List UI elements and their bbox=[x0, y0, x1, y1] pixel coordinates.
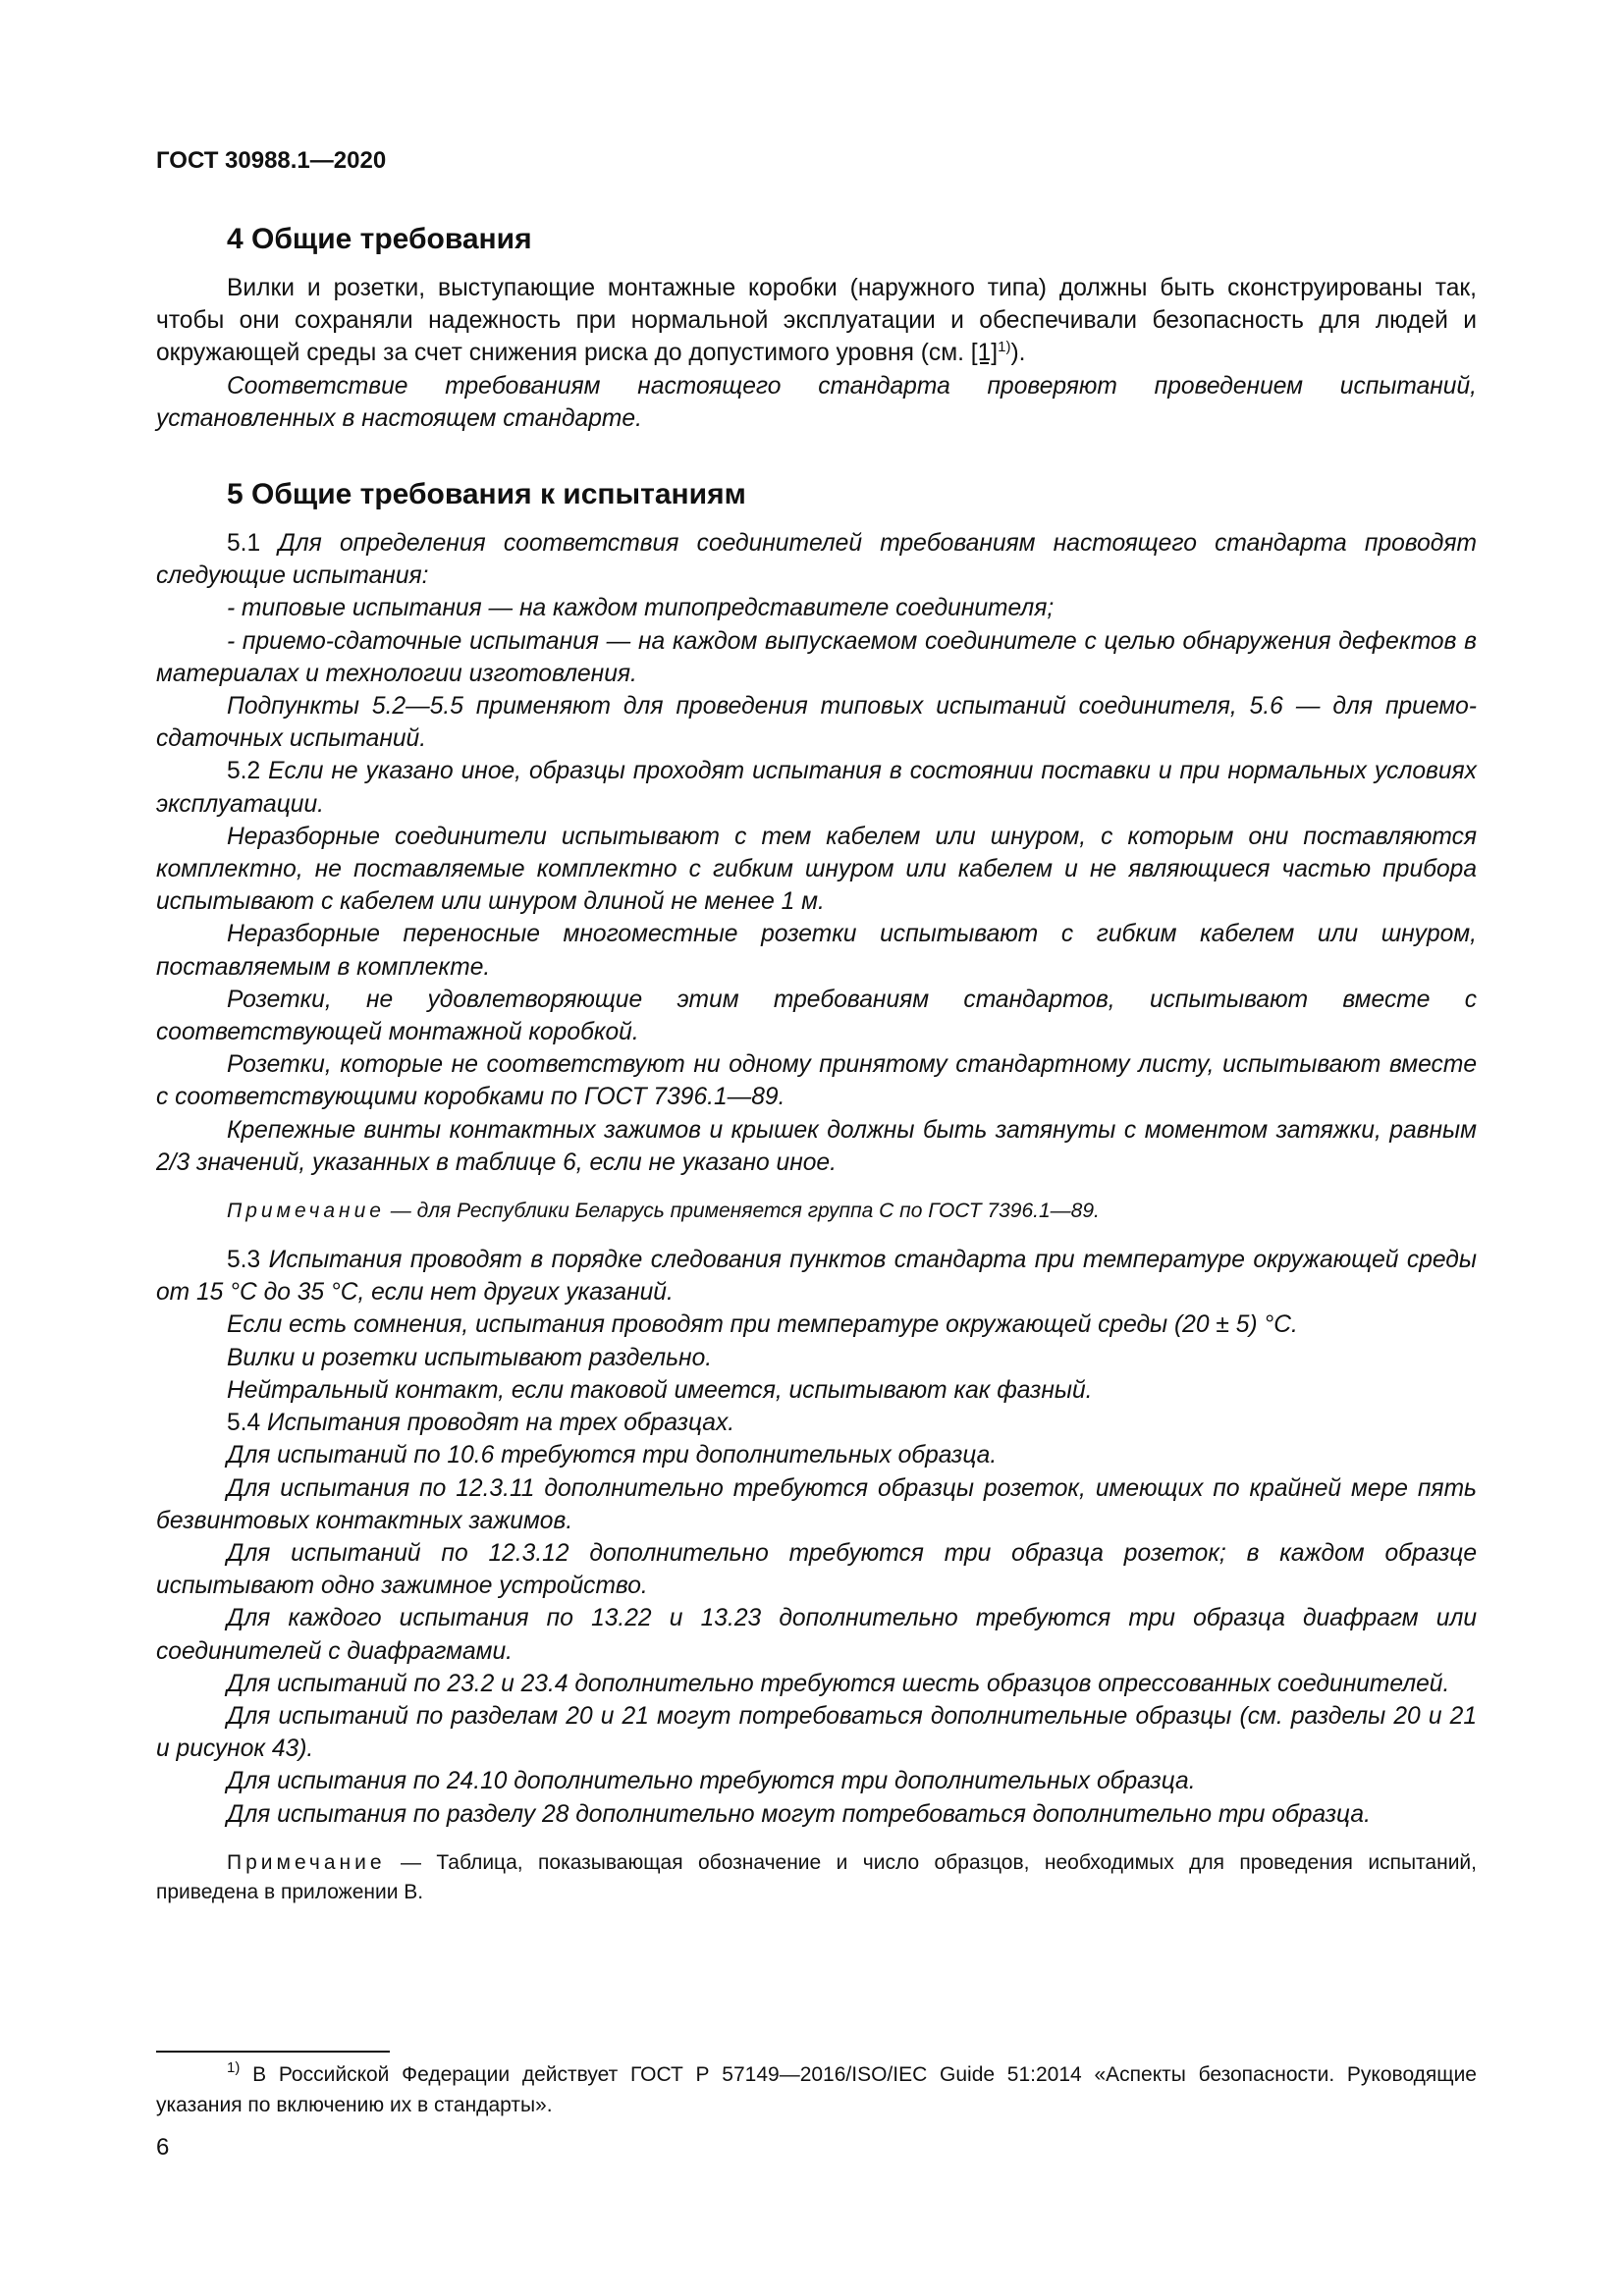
paragraph bbox=[156, 1668, 1477, 1700]
paragraph-text: Если не указано иное, образцы проходят испытания в состоянии поставки и при нормальных условиях эксплуатации. bbox=[156, 758, 1477, 818]
paragraph-text: Испытания проводят в порядке следования пунктов стандарта при температуре окружающей среды от 15 °С до 35 °С, если нет других указаний. bbox=[156, 1247, 1477, 1307]
paragraph-text: Для испытаний по разделам 20 и 21 могут потребоваться дополнительные образцы (см. разделы 20 и 21 и рисунок 43). bbox=[156, 1702, 1477, 1763]
paragraph-text: Для испытания по разделу 28 дополнительно могут потребоваться дополнительно три образца. bbox=[227, 1800, 1371, 1828]
paragraph bbox=[156, 1798, 1477, 1831]
paragraph bbox=[156, 1244, 1477, 1308]
paragraph bbox=[156, 1439, 1477, 1471]
note-text: — для Республики Беларусь применяется группа С по ГОСТ 7396.1—89. bbox=[384, 1200, 1100, 1223]
paragraph-text: Испытания проводят на трех образцах. bbox=[267, 1410, 735, 1437]
footnote bbox=[156, 2059, 1477, 2120]
note-2 bbox=[156, 1848, 1477, 1907]
paragraph-text: Неразборные соединители испытывают с тем кабелем или шнуром, с которым они поставляются комплектно, не поставляемые комплектно с гибким шнуром или кабелем и не являющиеся частью прибора испытывают с кабелем или шнуром длиной не менее 1 м. bbox=[156, 823, 1477, 916]
paragraph bbox=[156, 527, 1477, 592]
section-4-paragraph-2: Соответствие требованиям настоящего стандарта проверяют проведением испытаний, установленных в настоящем стандарте. bbox=[156, 372, 1477, 432]
note-1 bbox=[156, 1197, 1477, 1226]
paragraph-text: - приемо-сдаточные испытания — на каждом выпускаемом соединителе с целью обнаружения дефектов в материалах и технологии изготовления. bbox=[156, 627, 1477, 687]
paragraph-text: Если есть сомнения, испытания проводят при температуре окружающей среды (20 ± 5) °С. bbox=[227, 1311, 1298, 1339]
footnote-marker[interactable]: 1) bbox=[998, 339, 1011, 356]
paragraph-text: Для испытаний по 23.2 и 23.4 дополнительно требуются шесть образцов опрессованных соединителей. bbox=[227, 1670, 1450, 1697]
paragraph bbox=[156, 1765, 1477, 1797]
paragraph bbox=[156, 1700, 1477, 1765]
section-4-title: 4 Общие требования bbox=[227, 223, 532, 255]
paragraph bbox=[156, 918, 1477, 983]
paragraph bbox=[156, 1308, 1477, 1341]
paragraph bbox=[156, 1048, 1477, 1113]
footnote-text: В Российской Федерации действует ГОСТ Р 57149—2016/ISO/IEC Guide 51:2014 «Аспекты безопасности. Руководящие указания по включению их в стандарты». bbox=[156, 2063, 1477, 2116]
page-content bbox=[156, 221, 1477, 1925]
note-label: Примечание bbox=[227, 1200, 385, 1223]
paragraph bbox=[156, 755, 1477, 820]
paragraph-text: Для испытания по 24.10 дополнительно требуются три дополнительных образца. bbox=[227, 1768, 1196, 1795]
footnote-divider bbox=[156, 2051, 390, 2053]
section-5-paragraphs-group-a bbox=[156, 527, 1477, 1179]
paragraph-text: Розетки, не удовлетворяющие этим требованиям стандартов, испытывают вместе с соответствующей монтажной коробкой. bbox=[156, 986, 1477, 1046]
section-5-paragraphs-group-b bbox=[156, 1244, 1477, 1831]
paragraph bbox=[156, 625, 1477, 690]
paragraph bbox=[156, 1342, 1477, 1374]
paragraph-text: Крепежные винты контактных зажимов и крышек должны быть затянуты с моментом затяжки, равным 2/3 значений, указанных в таблице 6, если не указано иное. bbox=[156, 1116, 1477, 1176]
paragraph bbox=[156, 984, 1477, 1048]
clause-number: 5.2 bbox=[227, 758, 269, 785]
paragraph bbox=[156, 1407, 1477, 1439]
paragraph-text: Для каждого испытания по 13.22 и 13.23 дополнительно требуются три образца диафрагм или соединителей с диафрагмами. bbox=[156, 1605, 1477, 1665]
paragraph bbox=[156, 821, 1477, 919]
paragraph-text: Подпункты 5.2—5.5 применяют для проведения типовых испытаний соединителя, 5.6 — для приемо-сдаточных испытаний. bbox=[156, 693, 1477, 753]
paragraph bbox=[156, 1472, 1477, 1537]
note-label: Примечание bbox=[227, 1850, 386, 1874]
paragraph bbox=[156, 1114, 1477, 1179]
document-code: ГОСТ 30988.1—2020 bbox=[156, 147, 387, 174]
clause-number: 5.4 bbox=[227, 1410, 268, 1437]
note-text: — Таблица, показывающая обозначение и число образцов, необходимых для проведения испытаний, приведена в приложении В. bbox=[156, 1850, 1477, 1903]
paragraph-text: Розетки, которые не соответствуют ни одному принятому стандартному листу, испытывают вместе с соответствующими коробками по ГОСТ 7396.1—89. bbox=[156, 1051, 1477, 1111]
paragraph-text: Вилки и розетки, выступающие монтажные коробки (наружного типа) должны быть сконструированы так, чтобы они сохраняли надежность при нормальной эксплуатации и обеспечивали безопасность для людей и окружающей среды за счет снижения риска до допустимого уровня (см. bbox=[156, 275, 1477, 367]
bibliography-reference-link[interactable]: [1] bbox=[970, 340, 999, 367]
paragraph-text: Для испытаний по 10.6 требуются три дополнительных образца. bbox=[227, 1442, 998, 1469]
paragraph-text: Вилки и розетки испытывают раздельно. bbox=[227, 1344, 713, 1371]
paragraph bbox=[156, 1537, 1477, 1602]
section-4-paragraph-1 bbox=[156, 272, 1477, 370]
paragraph-text: Для определения соответствия соединителей требованиям настоящего стандарта проводят следующие испытания: bbox=[156, 530, 1478, 590]
paragraph-text: Нейтральный контакт, если таковой имеется, испытывают как фазный. bbox=[227, 1376, 1093, 1404]
paragraph-text: Для испытаний по 12.3.12 дополнительно требуются три образца розеток; в каждом образце испытывают одно зажимное устройство. bbox=[156, 1539, 1477, 1600]
footnote-marker: 1) bbox=[227, 2059, 241, 2076]
paragraph-text: Неразборные переносные многоместные розетки испытывают с гибким кабелем или шнуром, поставляемым в комплекте. bbox=[156, 921, 1477, 981]
clause-number: 5.1 bbox=[227, 530, 279, 558]
paragraph bbox=[156, 592, 1477, 624]
paragraph-text: - типовые испытания — на каждом типопредставителе соединителя; bbox=[227, 595, 1055, 622]
paragraph bbox=[156, 690, 1477, 755]
section-5-title: 5 Общие требования к испытаниям bbox=[227, 478, 746, 511]
paragraph bbox=[156, 1374, 1477, 1407]
paragraph bbox=[156, 1602, 1477, 1667]
paragraph-text: Для испытания по 12.3.11 дополнительно требуются образцы розеток, имеющих по крайней мере пять безвинтовых контактных зажимов. bbox=[156, 1474, 1477, 1534]
paragraph-text: ). bbox=[1010, 340, 1026, 367]
page-number: 6 bbox=[156, 2134, 170, 2161]
clause-number: 5.3 bbox=[227, 1247, 269, 1274]
